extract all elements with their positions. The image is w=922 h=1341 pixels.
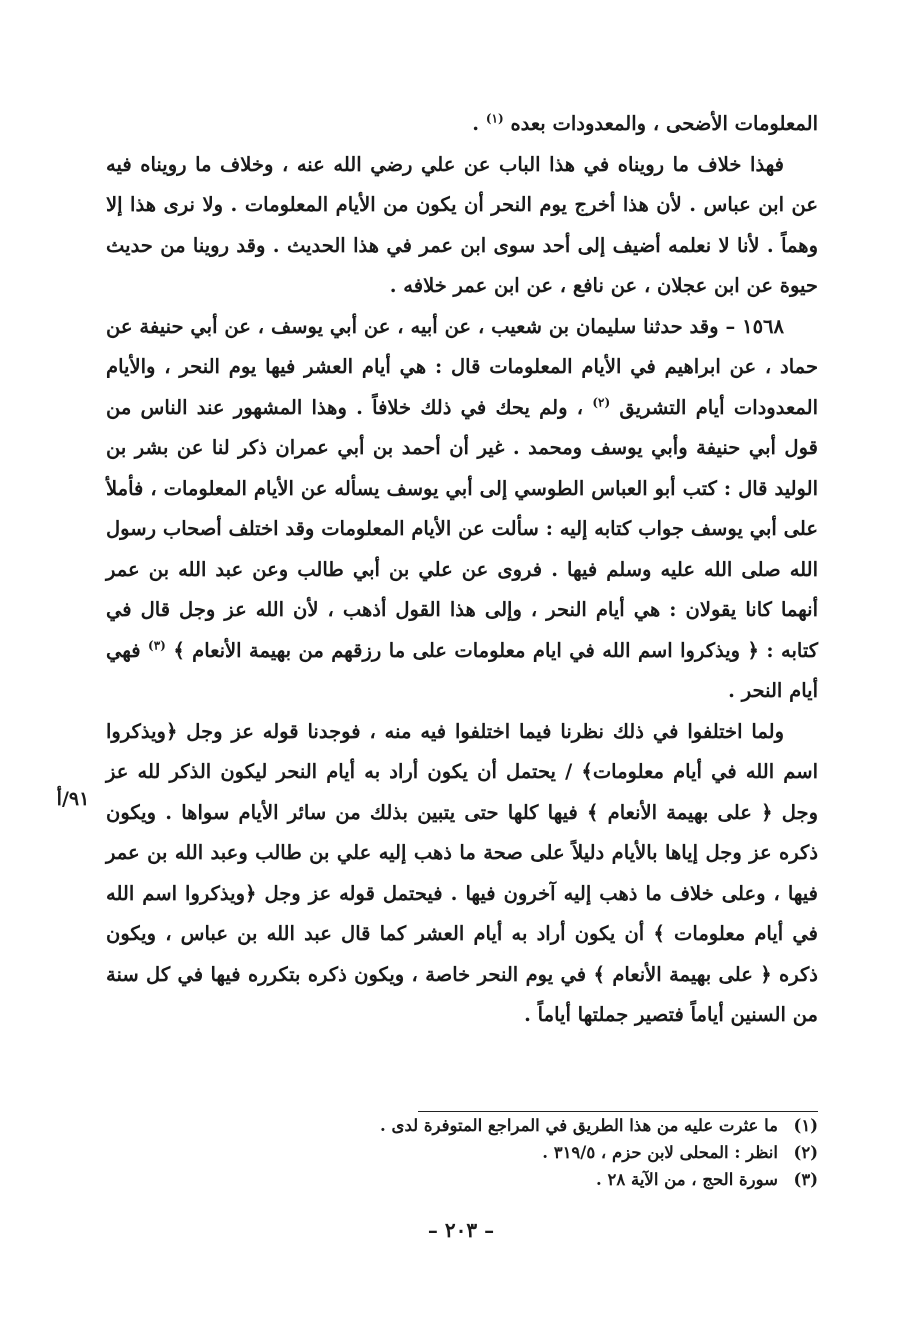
hadith-paragraph: [106, 307, 818, 712]
footnote-3: [106, 1166, 818, 1193]
footnote-text: انظر : المحلى لابن حزم ، ٣١٩/٥ .: [542, 1143, 778, 1162]
footnote-ref-3: (٣): [148, 638, 166, 652]
paragraph-1-end: .: [472, 112, 480, 135]
paragraph-1: [106, 104, 818, 145]
paragraph-last: ولما اختلفوا في ذلك نظرنا فيما اختلفوا فيه منه ، فوجدنا قوله عز وجل ﴿ويذكروا اسم الله في أيام معلومات﴾ / يحتمل أن يكون أراد به أيام النحر ليكون الذكر لله عز وجل ﴿ على بهيمة الأنعام ﴾ فيها كلها حتى يتبين بذلك من سائر الأيام سواها . ويكون ذكره عز وجل إياها بالأيام دليلاً على صحة ما ذهب إليه علي بن طالب وعبد الله بن عمر فيها ، وعلى خلاف ما ذهب إليه آخرون فيها . فيحتمل قوله عز وجل ﴿ويذكروا اسم الله في أيام معلومات ﴾ أن يكون أراد به أيام العشر كما قال عبد الله بن عباس ، ويكون ذكره ﴿ على بهيمة الأنعام ﴾ في يوم النحر خاصة ، ويكون ذكره بتكرره فيها في كل سنة من السنين أياماً فتصير جملتها أياماً .: [106, 719, 818, 1026]
footnote-1: [106, 1112, 818, 1139]
footnote-text: ما عثرت عليه من هذا الطريق في المراجع المتوفرة لدى .: [380, 1116, 778, 1135]
footnote-number: (٣): [793, 1170, 818, 1189]
paragraph-1-text: المعلومات الأضحى ، والمعدودات بعده: [510, 112, 818, 135]
main-text: [106, 104, 818, 1036]
hadith-text-c: فهي أيام النحر .: [106, 638, 818, 702]
paragraph-2: فهذا خلاف ما رويناه في هذا الباب عن علي رضي الله عنه ، وخلاف ما رويناه فيه عن ابن عباس . لأن هذا أخرج يوم النحر أن يكون من الأيام المعلومات . ولا نرى هذا إلا وهماً . لأنا لا نعلمه أضيف إلى أحد سوى ابن عمر في هذا الحديث . وقد روينا من حديث حيوة عن ابن عجلان ، عن نافع ، عن ابن عمر خلافه .: [106, 152, 818, 297]
footnote-number: (٢): [793, 1143, 818, 1162]
footnote-ref-2: (٢): [592, 395, 611, 409]
manuscript-folio-note: ٩١/أ: [56, 788, 90, 810]
page-number: – ٢٠٣ –: [427, 1218, 495, 1242]
hadith-text-b: ، ولم يحك في ذلك خلافاً . وهذا المشهور عند الناس من قول أبي حنيفة وأبي يوسف ومحمد . غير أن أحمد بن أبي عمران ذكر لنا عن بشر بن الوليد قال : كتب أبو العباس الطوسي إلى أبي يوسف يسأله عن الأيام المعلومات ، فأملأ على أبي يوسف جواب كتابه إليه : سألت عن الأيام المعلومات وقد اختلف أصحاب رسول الله صلى الله عليه وسلم فيها . فروى عن علي بن أبي طالب وعن عبد الله بن عمر أنهما كانا يقولان : هي أيام النحر ، وإلى هذا القول أذهب ، لأن الله عز وجل قال في كتابه : ﴿ ويذكروا اسم الله في ايام معلومات على ما رزقهم من بهيمة الأنعام ﴾: [106, 395, 819, 662]
footnote-2: [106, 1139, 818, 1166]
footnote-ref-1: (١): [485, 111, 504, 126]
hadith-text-a: وقد حدثنا سليمان بن شعيب ، عن أبيه ، عن أبي يوسف ، عن أبي حنيفة عن حماد ، عن ابراهيم في الأيام المعلومات قال : هي أيام العشر فيها يوم النحر ، والأيام المعدودات أيام التشريق: [106, 314, 818, 419]
footnotes: [106, 1112, 818, 1193]
footnote-number: (١): [793, 1116, 818, 1135]
footnote-text: سورة الحج ، من الآية ٢٨ .: [596, 1170, 778, 1189]
hadith-number: ١٥٦٨: [742, 314, 784, 338]
hadith-dash: –: [725, 314, 736, 338]
